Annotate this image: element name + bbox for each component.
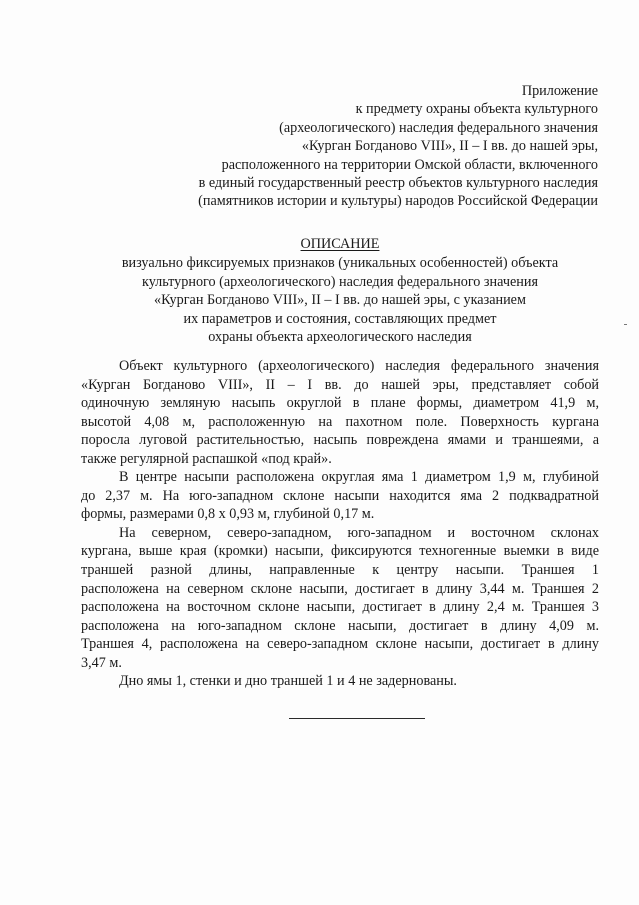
appendix-line: в единый государственный реестр объектов культурного наследия [198, 175, 598, 192]
appendix-line: «Курган Богданово VIII», II – I вв. до нашей эры, [301, 138, 598, 155]
body-line: На северном, северо-западном, юго-западном и восточном склонах [119, 524, 599, 541]
title-heading: ОПИСАНИЕ [300, 236, 380, 252]
appendix-line: к предмету охраны объекта культурного [355, 101, 598, 118]
body-line: также регулярной распашкой «под край». [81, 450, 332, 467]
body-line: Дно ямы 1, стенки и дно траншей 1 и 4 не задернованы. [119, 673, 457, 690]
body-line: кургана, выше края (кромки) насыпи, фиксируются техногенные выемки в виде [81, 543, 599, 560]
body-line: расположена на юго-западном склоне насыпи, достигает в длину 4,09 м. [81, 617, 599, 634]
title-line: их параметров и состояния, составляющих предмет [183, 310, 497, 327]
document-title [80, 235, 600, 346]
paragraph-3 [81, 524, 599, 672]
body-line: В центре насыпи расположена округлая яма 1 диаметром 1,9 м, глубиной [119, 469, 599, 486]
body-line: формы, размерами 0,8 х 0,93 м, глубиной 0,17 м. [81, 506, 375, 523]
body-line: Объект культурного (археологического) наследия федерального значения [119, 358, 599, 374]
paragraph-2 [81, 468, 599, 524]
title-line: визуально фиксируемых признаков (уникальных особенностей) объекта [121, 255, 559, 272]
title-line: «Курган Богданово VIII», II – I вв. до нашей эры, с указанием [154, 292, 526, 309]
body-line: Траншея 4, расположена на северо-западном склоне насыпи, достигает в длину [81, 636, 599, 653]
body-line: расположена на северном склоне насыпи, достигает в длину 3,44 м. Траншея 2 [81, 580, 599, 597]
body-line: до 2,37 м. На юго-западном склоне насыпи находится яма 2 подквадратной [81, 487, 599, 504]
body-line: высотой 4,08 м, расположенную на пахотном поле. Поверхность кургана [81, 413, 599, 430]
title-line: культурного (археологического) наследия федерального значения [142, 273, 538, 290]
separator-line [289, 718, 425, 719]
body-line: одиночную земляную насыпь округлой в плане формы, диаметром 41,9 м, [81, 395, 599, 412]
body-line: траншей разной длины, направленные к центру насыпи. Траншея 1 [81, 562, 599, 579]
scan-mark [624, 324, 627, 325]
body-line: поросла луговой растительностью, насыпь повреждена ямами и траншеями, а [81, 432, 599, 449]
body-line: 3,47 м. [81, 654, 122, 671]
paragraph-4 [81, 672, 599, 691]
appendix-line: расположенного на территории Омской области, включенного [221, 156, 598, 173]
appendix-line: (памятников истории и культуры) народов Российской Федерации [198, 193, 598, 210]
appendix-line: (археологического) наследия федерального значения [279, 119, 598, 136]
title-line: охраны объекта археологического наследия [208, 329, 472, 346]
paragraph-1 [81, 357, 599, 468]
appendix-header [78, 82, 598, 211]
body-line: «Курган Богданово VIII», II – I вв. до нашей эры, представляет собой [81, 376, 599, 393]
document-body [81, 357, 599, 691]
body-line: расположена на восточном склоне насыпи, достигает в длину 2,4 м. Траншея 3 [81, 599, 599, 616]
appendix-line: Приложение [521, 83, 598, 99]
